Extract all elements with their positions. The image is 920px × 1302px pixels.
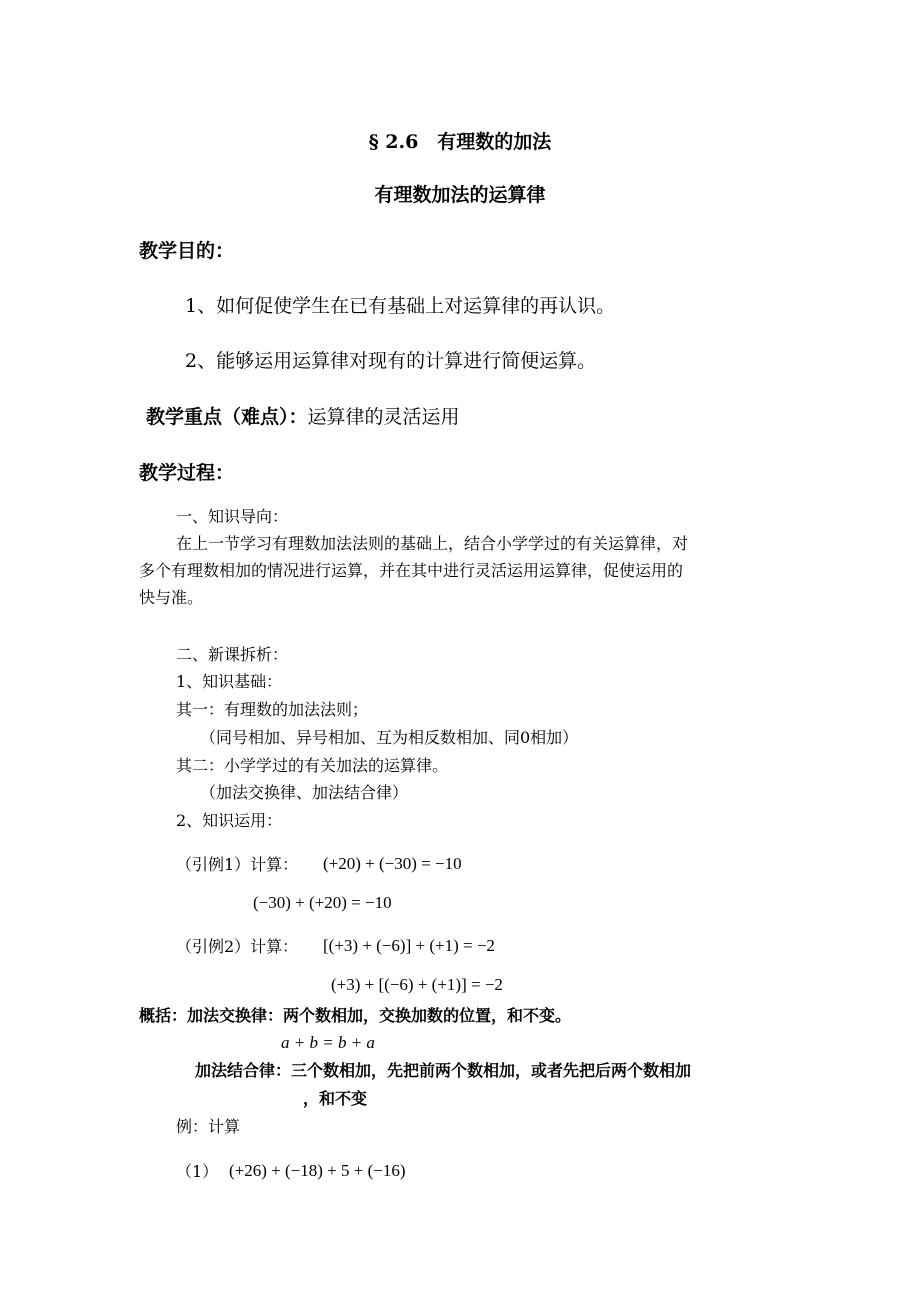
example2-equation-1: [(+3) + (−6)] + (+1) = −2 (323, 936, 495, 955)
objective-item-2: 2、能够运用运算律对现有的计算进行简便运算。 (185, 350, 597, 372)
example-item-1-number: （1） (176, 1162, 219, 1181)
section2-item1: 其一：有理数的加法法则； (176, 700, 369, 719)
section2-item2: 其二：小学学过的有关加法的运算律。 (176, 756, 449, 775)
page-subtitle: 有理数加法的运算律 (374, 184, 546, 206)
section2-item2-detail: （加法交换律、加法结合律） (200, 783, 409, 802)
commutative-law: 概括：加法交换律：两个数相加，交换加数的位置，和不变。 (139, 1006, 572, 1025)
section1-line-2: 多个有理数相加的情况进行运算，并在其中进行灵活运用运算律，促使运用的 (139, 561, 684, 580)
example-label: 例：计算 (176, 1117, 241, 1136)
key-point-label: 教学重点（难点）： (146, 406, 308, 428)
key-point (146, 406, 460, 429)
commutative-formula: a + b = b + a (281, 1033, 375, 1052)
section2-sub2: 2、知识运用： (176, 811, 283, 830)
example1-equation-2: (−30) + (+20) = −10 (253, 893, 392, 912)
example1-equation-1: (+20) + (−30) = −10 (323, 854, 462, 873)
associative-law-line-1: 加法结合律：三个数相加，先把前两个数相加，或者先把后两个数相加 (195, 1061, 692, 1080)
section2-sub1: 1、知识基础： (176, 672, 283, 691)
section2-item1-detail: （同号相加、异号相加、互为相反数相加、同0相加） (200, 728, 579, 747)
section2-title: 二、新课拆析： (176, 645, 289, 664)
objective-item-1: 1、如何促使学生在已有基础上对运算律的再认识。 (185, 295, 616, 317)
example1-label: （引例1）计算： (176, 855, 299, 874)
example-item-1-expression: (+26) + (−18) + 5 + (−16) (229, 1161, 406, 1180)
key-point-text: 运算律的灵活运用 (307, 406, 460, 428)
example2-equation-2: (+3) + [(−6) + (+1)] = −2 (331, 975, 503, 994)
section1-line-1: 在上一节学习有理数加法法则的基础上，结合小学学过的有关运算律，对 (176, 534, 689, 553)
section1-line-3: 快与准。 (139, 588, 204, 607)
page-title: § 2.6 有理数的加法 (368, 131, 552, 153)
associative-law-line-2: ，和不变 (303, 1089, 368, 1108)
process-heading: 教学过程： (139, 462, 235, 484)
section1-title: 一、知识导向： (176, 507, 289, 526)
example2-label: （引例2）计算： (176, 937, 299, 956)
objectives-heading: 教学目的： (139, 240, 235, 262)
